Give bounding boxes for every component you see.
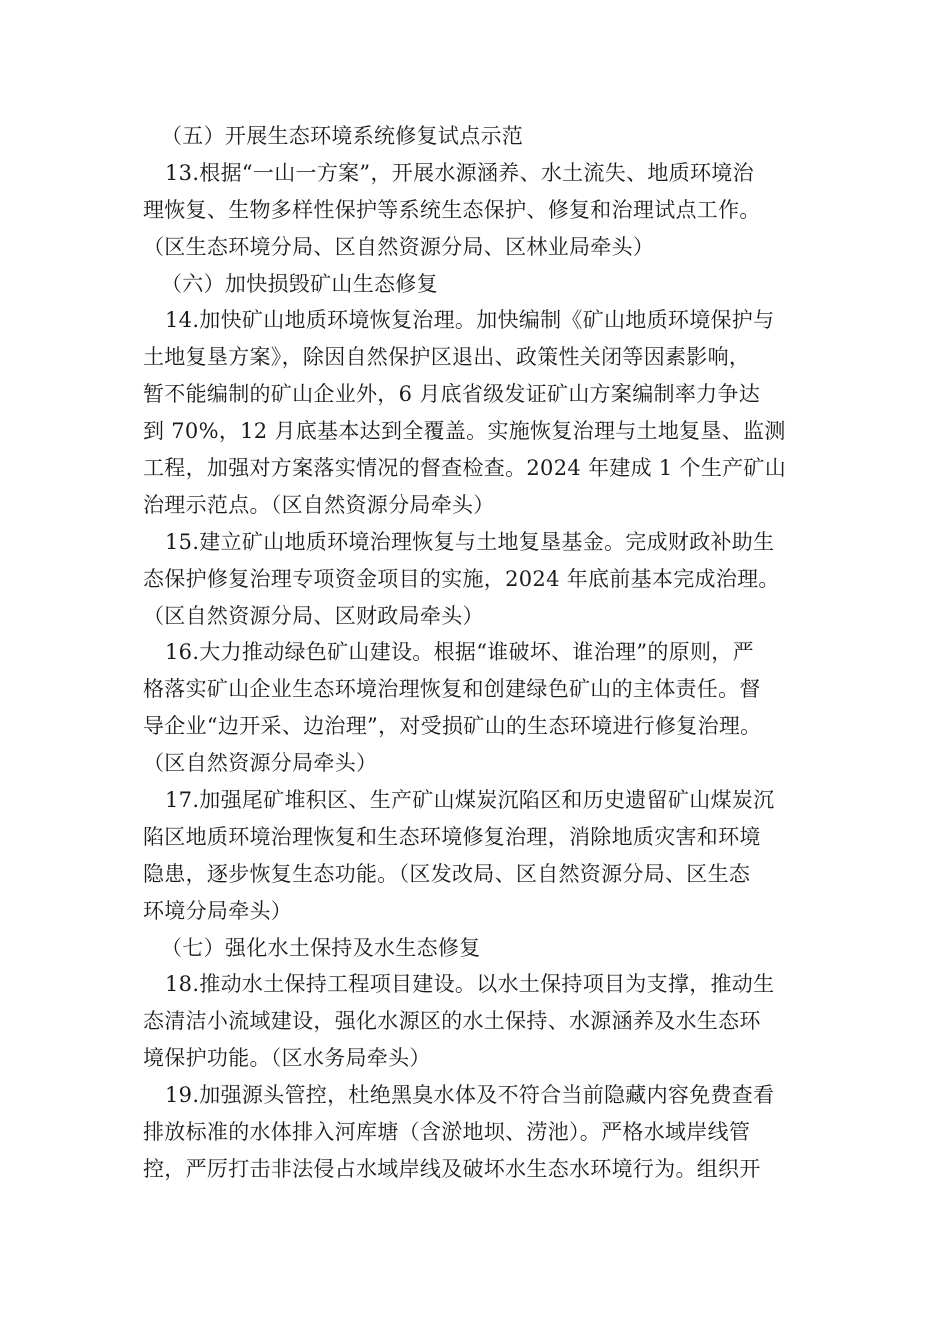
item-14-line-2: 土地复垦方案》，除因自然保护区退出、政策性关闭等因素影响，: [143, 345, 751, 370]
item-15-line-2: 态保护修复治理专项资金项目的实施，2024 年底前基本完成治理。: [143, 566, 780, 591]
item-14-line-6: 治理示范点。（区自然资源分局牵头）: [143, 492, 495, 517]
section-heading-5: （五）开展生态环境系统修复试点示范: [161, 124, 524, 148]
item-18-line-3: 境保护功能。（区水务局牵头）: [143, 1046, 431, 1071]
item-14-line-1: 14.加快矿山地质环境恢复治理。加快编制《矿山地质环境保护与: [165, 308, 775, 333]
item-14-paragraph: [143, 302, 823, 523]
item-17-line-1: 17.加强尾矿堆积区、生产矿山煤炭沉陷区和历史遗留矿山煤炭沉: [165, 788, 775, 813]
section-heading-6: （六）加快损毁矿山生态修复: [161, 271, 438, 296]
item-16-line-3: 导企业“边开采、边治理”，对受损矿山的生态环境进行修复治理。: [143, 714, 762, 739]
item-15-line-3: （区自然资源分局、区财政局牵头）: [143, 603, 484, 628]
item-17-line-4: 环境分局牵头）: [143, 898, 293, 923]
item-19-line-3: 控，严厉打击非法侵占水域岸线及破坏水生态水环境行为。组织开: [143, 1156, 761, 1181]
item-13-paragraph: [143, 155, 823, 266]
item-13-line-3: （区生态环境分局、区自然资源分局、区林业局牵头）: [143, 234, 655, 259]
section-heading-7: （七）强化水土保持及水生态修复: [161, 935, 481, 960]
item-19-line-2: 排放标准的水体排入河库塘（含淤地坝、涝池）。严格水域岸线管: [143, 1120, 751, 1145]
item-19-paragraph: [143, 1077, 823, 1188]
item-15-paragraph: [143, 524, 823, 635]
item-16-line-2: 格落实矿山企业生态环境治理恢复和创建绿色矿山的主体责任。督: [143, 677, 761, 702]
item-17-line-2: 陷区地质环境治理恢复和生态环境修复治理，消除地质灾害和环境: [143, 824, 761, 849]
item-14-line-3: 暂不能编制的矿山企业外，6 月底省级发证矿山方案编制率力争达: [143, 382, 761, 407]
item-17-paragraph: [143, 782, 823, 930]
item-16-paragraph: [143, 634, 823, 782]
item-14-line-4: 到 70%，12 月底基本达到全覆盖。实施恢复治理与土地复垦、监测: [143, 419, 786, 444]
item-19-line-1: 19.加强源头管控，杜绝黑臭水体及不符合当前隐藏内容免费查看: [165, 1083, 775, 1108]
item-17-line-3: 隐患，逐步恢复生态功能。（区发改局、区自然资源分局、区生态: [143, 861, 751, 886]
item-16-line-4: （区自然资源分局牵头）: [143, 751, 378, 776]
item-15-line-1: 15.建立矿山地质环境治理恢复与土地复垦基金。完成财政补助生: [165, 529, 775, 554]
item-16-line-1: 16.大力推动绿色矿山建设。根据“谁破坏、谁治理”的原则，严: [165, 640, 754, 665]
item-13-line-1: 13.根据“一山一方案”，开展水源涵养、水土流失、地质环境治: [165, 160, 754, 185]
item-18-line-1: 18.推动水土保持工程项目建设。以水土保持项目为支撑，推动生: [165, 972, 775, 997]
item-14-line-5: 工程，加强对方案落实情况的督查检查。2024 年建成 1 个生产矿山: [143, 456, 787, 481]
item-18-line-2: 态清洁小流域建设，强化水源区的水土保持、水源涵养及水生态环: [143, 1009, 761, 1034]
document-body: [143, 118, 823, 1188]
item-18-paragraph: [143, 966, 823, 1077]
item-13-line-2: 理恢复、生物多样性保护等系统生态保护、修复和治理试点工作。: [143, 197, 761, 222]
